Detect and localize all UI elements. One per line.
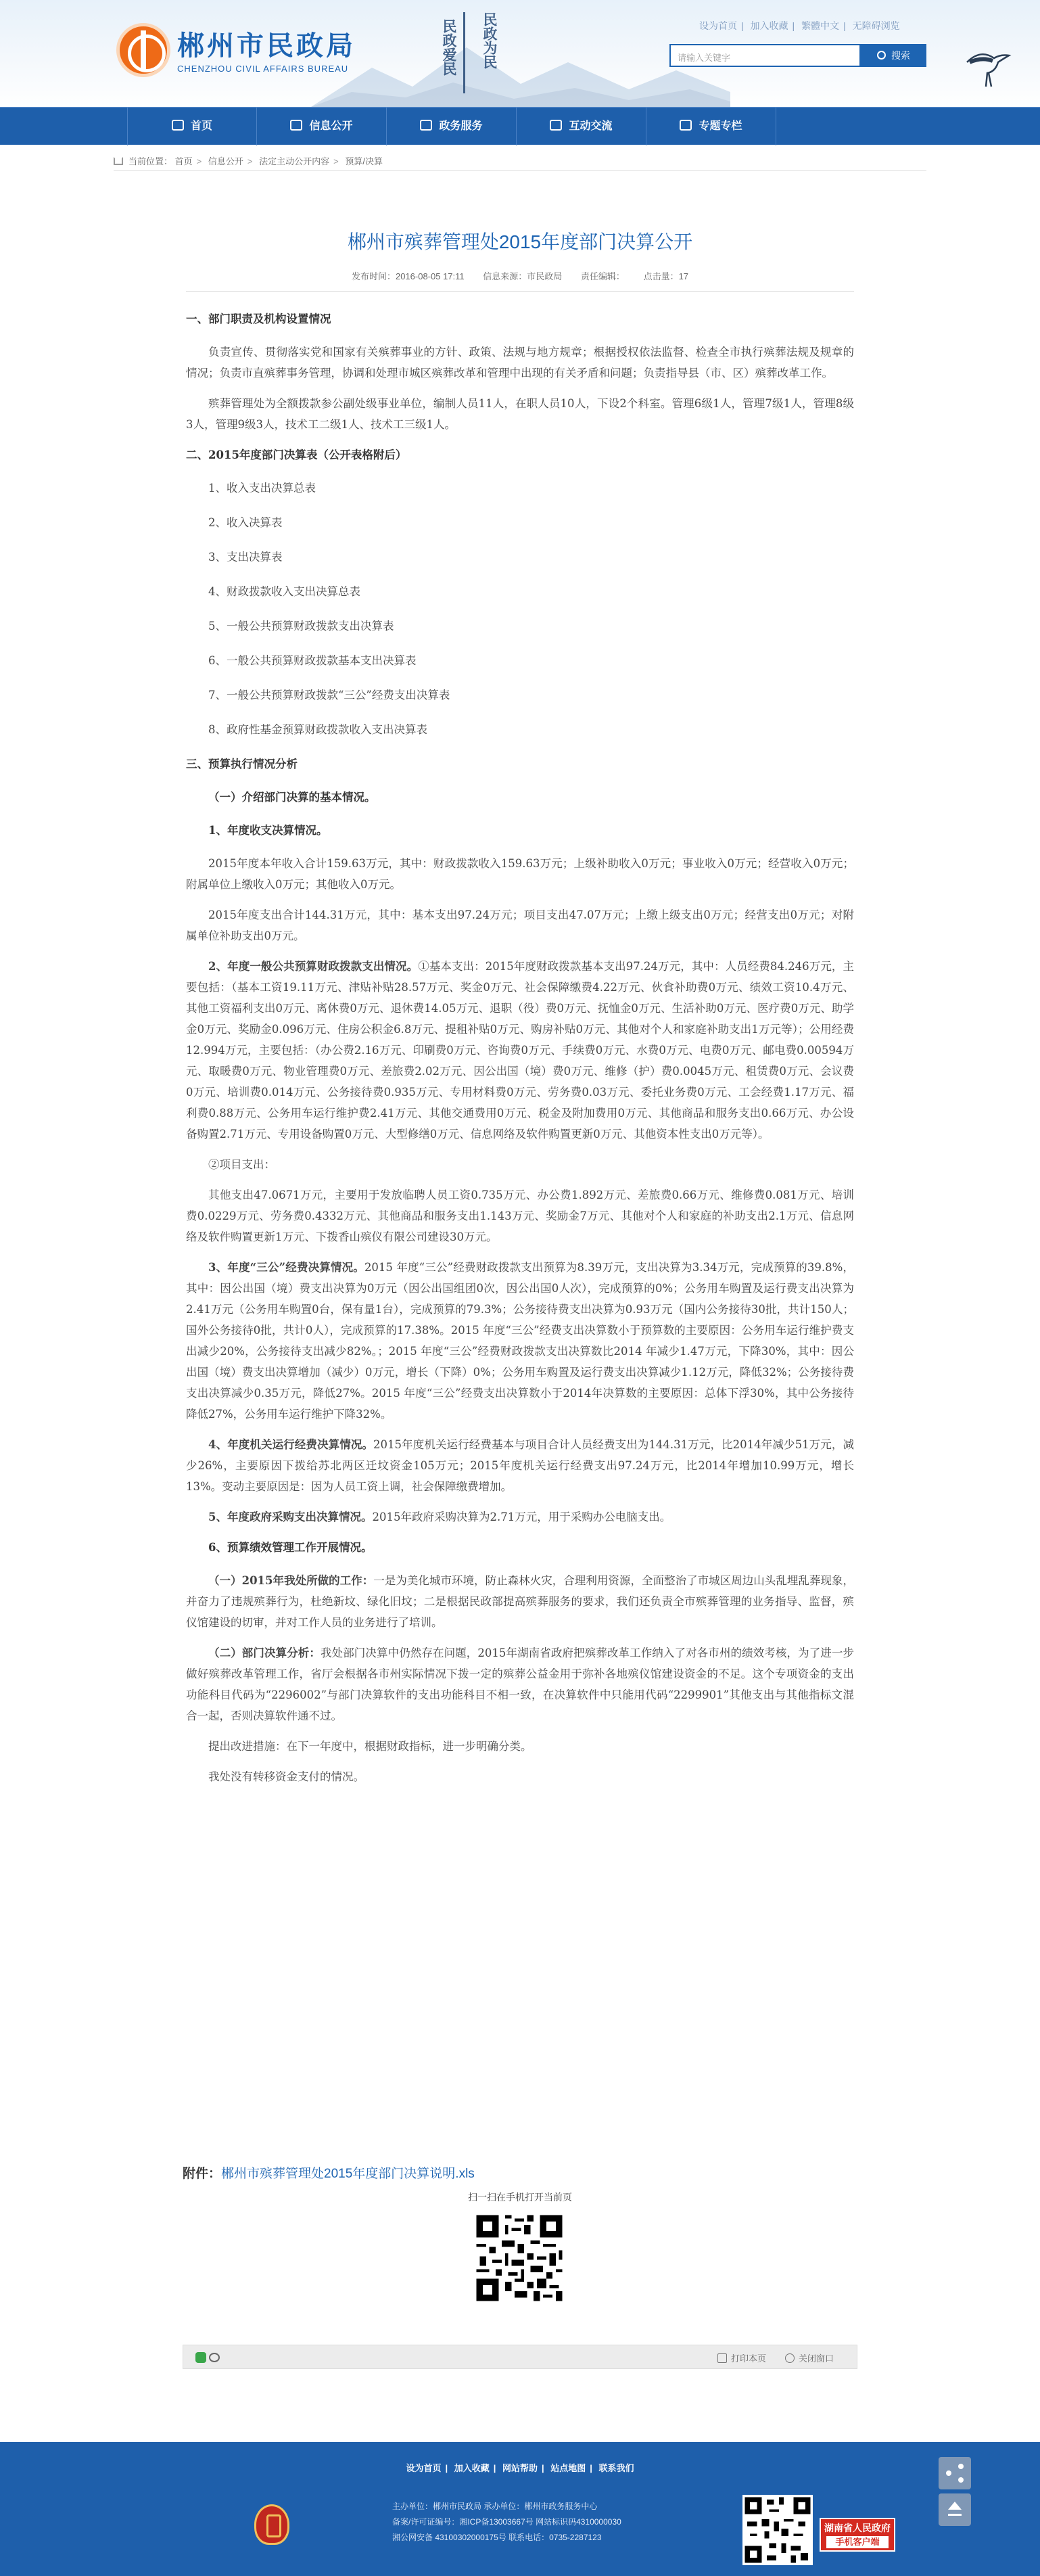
search-icon <box>877 51 886 60</box>
footer-link-sitemap[interactable]: 站点地图 <box>550 2463 586 2473</box>
wechat-share-icon[interactable] <box>195 2352 206 2363</box>
search-input[interactable]: 请输入关键字 <box>669 44 861 67</box>
page-toolbar <box>183 2345 857 2369</box>
gov-badge-bottom: 手机客户端 <box>826 2536 889 2548</box>
editor: 责任编辑： <box>580 271 625 281</box>
list-item: 2、收入决算表 <box>208 516 283 529</box>
paragraph: 2015年度支出合计144.31万元，其中：基本支出97.24万元；项目支出47.07万元；上缴上级支出0万元；经营支出0万元；对附属单位补助支出0万元。 <box>186 908 854 942</box>
divider <box>114 170 926 171</box>
article-title: 郴州市殡葬管理处2015年度部门决算公开 <box>347 231 693 252</box>
section-heading: 一、部门职责及机构设置情况 <box>186 313 331 325</box>
paragraph <box>186 1642 854 1726</box>
paragraph: ②项目支出： <box>208 1158 275 1171</box>
item-lead: （二）部门决算分析： <box>208 1647 321 1659</box>
item-lead: （一）2015年我处所做的工作： <box>208 1574 374 1587</box>
footer-link-help[interactable]: 网站帮助 <box>502 2463 538 2473</box>
paragraph: 提出改进措施：在下一年度中，根据财政指标，进一步明确分类。 <box>208 1740 532 1753</box>
footer-police: 湘公网安备 43100302000175号 联系电话：0735-2287123 <box>392 2533 602 2542</box>
item-text: 2015 年度“三公”经费财政拨款支出预算为8.39万元，支出决算为3.34万元，完成预算的39.8%，其中：因公出国（境）费支出决算为0万元（因公出国组团0次，因公出国0人次），完成预算的0%；公务用车购置及运行费支出决算为2.41万元（公务用车购置0台，保有量1台），完成预算的79.3%；公务接待费支出决算为0.93万元（国内公务接待30批，共计150人；国外公务接待0批，共计0人），完成预算的17.38%。2015 年度“三公”经费支出决算数小于预算数的主要原因：公务用车运行维护费支出减少20%，公务接待支出减少82%。；2015 年度“三公”经费财政拨款支出决算数比2014 年减少1.47万元，下降30%，其中：因公出国（境）费支出决算增加（减少）0万元，增长（下降）0%；公务用车购置及运行费支出决算减少1.12万元，降低32%；公务接待费支出决算减少0.35万元，降低27%。2015 年度“三公”经费支出决算数小于2014年决算数的主要原因：总体下浮30%，其中公务接待降低27%，公务用车运行维护下降32%。 <box>186 1261 855 1421</box>
paragraph <box>186 1506 854 1527</box>
share-float-button[interactable] <box>939 2457 971 2489</box>
mountain-landscape-decoration <box>311 27 730 107</box>
item-lead: 3、年度“三公”经费决算情况。 <box>208 1261 364 1274</box>
attachment-link[interactable]: 郴州市殡葬管理处2015年度部门决算说明.xls <box>221 2167 475 2181</box>
footer-qr-code <box>742 2495 813 2565</box>
top-link-accessibility[interactable]: 无障碍浏览 <box>852 20 900 31</box>
footer-links: 设为首页 | 加入收藏 | 网站帮助 | 站点地图 | 联系我们 <box>406 2463 634 2473</box>
list-item: 7、一般公共预算财政拨款“三公”经费支出决算表 <box>208 689 450 702</box>
footer-host: 主办单位：郴州市民政局 承办单位：郴州市政务服务中心 <box>392 2502 598 2511</box>
item-text: 2015年度机关运行经费基本与项目合计人员经费支出为144.31万元，比2014年减少51万元，减少26%，主要原因下拨给苏北两区迁坟资金105万元；2015年度机关运行经费支出97.24万元，比2014年增加10.99万元，增长13%。变动主要原因是：因为人员工资上调，社会保障缴费增加。 <box>186 1438 854 1493</box>
info-icon <box>290 120 302 131</box>
click-count: 点击量：17 <box>643 271 689 281</box>
item-heading: 6、预算绩效管理工作开展情况。 <box>208 1541 373 1554</box>
list-item: 4、财政拨款收入支出决算总表 <box>208 585 360 598</box>
slogan-left: 民政爱民 <box>441 19 456 76</box>
nav-item-label: 信息公开 <box>309 120 353 132</box>
breadcrumb-item-budget[interactable]: 预算/决算 <box>345 156 383 166</box>
qr-caption: 扫一扫在手机打开当前页 <box>468 2192 572 2203</box>
breadcrumb-item-home[interactable]: 首页 <box>174 156 193 166</box>
nav-item-label: 专题专栏 <box>699 120 742 132</box>
breadcrumb-item-legal[interactable]: 法定主动公开内容 <box>259 156 330 166</box>
nav-item-label: 首页 <box>190 120 212 132</box>
gov-badge-top: 湖南省人民政府 <box>824 2523 891 2533</box>
paragraph: 负责宣传、贯彻落实党和国家有关殡葬事业的方针、政策、法规与地方规章；根据授权依法监督、检查全市执行殡葬法规及规章的情况；负责市直殡葬事务管理，协调和处理市城区殡葬改革和管理中出现的有关矛盾和问题；负责指导县（市、区）殡葬改革工作。 <box>186 346 854 380</box>
search-button[interactable] <box>861 44 926 67</box>
section-heading: 二、2015年度部门决算表（公开表格附后） <box>186 448 407 461</box>
item-text: 一是为美化城市环境，防止森林火灾，合理利用资源，全面整治了市城区周边山头乱埋乱葬现象，并奋力了违规殡葬行为，杜绝新坟、绿化旧坟；二是根据民政部提高殡葬服务的要求，我们还负责全市殡葬管理的业务指导、监督，殡仪馆建设的切审，并对工作人员的业务进行了培训。 <box>186 1574 854 1629</box>
attachment-label: 附件： <box>183 2167 222 2181</box>
crane-decoration <box>960 42 1014 89</box>
nav-item-label: 政务服务 <box>439 120 483 132</box>
list-item: 8、政府性基金预算财政拨款收入支出决算表 <box>208 723 427 736</box>
nav-item-services[interactable] <box>387 108 517 145</box>
paragraph: 殡葬管理处为全额拨款参公副处级事业单位，编制人员11人，在职人员10人，下设2个科室。管理6级1人，管理7级1人，管理8级3人，管理9级3人，技术工二级1人、技术工三级1人。 <box>186 397 854 431</box>
breadcrumb-prefix: 当前位置： <box>128 156 173 166</box>
item-text: ①基本支出：2015年度财政拨款基本支出97.24万元，其中：人员经费84.246万元，主要包括：（基本工资19.11万元、津贴补贴28.57万元、奖金0万元、社会保障缴费4.22万元、伙食补助费0万元、绩效工资10.4万元、其他工资福利支出0万元、离休费0万元、退休费14.05万元、退职（役）费0万元、抚恤金0万元、生活补助0万元、医疗费0万元、助学金0万元、奖励金0.096万元、住房公积金6.8万元、提租补贴0万元、购房补贴0万元、其他对个人和家庭补助支出1万元等）；公用经费12.994万元，主要包括：（办公费2.16万元、印刷费0万元、咨询费0万元、手续费0万元、水费0万元、电费0万元、邮电费0.00594万元、取暖费0万元、物业管理费0万元、差旅费2.02万元、因公出国（境）费0万元、维修（护）费0.0045万元、租赁费0万元、会议费0万元、培训费0.014万元、公务接待费0.935万元、专用材料费0万元、劳务费0.03万元、委托业务费0万元、工会经费1.17万元、福利费0.88万元、公务用车运行维护费2.41万元、其他交通费用0万元、税金及附加费用0万元、其他商品和服务支出0.66万元、办公设备购置2.71万元、专用设备购置0万元、大型修缮0万元、信息网络及软件购置更新0万元、其他资本性支出0万元等）。 <box>186 960 855 1141</box>
item-lead: 2、年度一般公共预算财政拨款支出情况。 <box>208 960 419 973</box>
home-icon <box>172 120 184 131</box>
item-text: 我处部门决算中仍然存在问题，2015年湖南省政府把殡葬改革工作纳入了对各市州的绩效考核，为了进一步做好殡葬改革管理工作，省厅会根据各市州实际情况下拨一定的殡葬公益金用于弥补各地殡仪馆建设资金的不足。这个专项资金的支出功能科目代码为“2296002”与部门决算软件的支出功能科目不相一致，在决算软件中只能用代码“2299901”其他支出与其他指标文混合一起，否则决算软件通不过。 <box>186 1647 854 1722</box>
paragraph <box>186 956 854 1145</box>
article-meta <box>183 269 857 282</box>
divider <box>186 291 854 292</box>
list-item: 1、收入支出决算总表 <box>208 482 316 495</box>
list-item: 3、支出决算表 <box>208 551 283 564</box>
footer-link-homepage[interactable]: 设为首页 <box>406 2463 442 2473</box>
list-item: 6、一般公共预算财政拨款基本支出决算表 <box>208 654 417 667</box>
site-name[interactable]: 郴州市民政局 <box>177 31 356 61</box>
print-icon <box>717 2353 727 2363</box>
chat-icon <box>550 120 562 131</box>
paragraph <box>186 1570 854 1633</box>
nav-item-home[interactable] <box>127 108 257 145</box>
footer-icp: 备案/许可证编号：湘ICP备13003667号 网站标识码4310000030 <box>392 2517 621 2527</box>
nav-item-topics[interactable] <box>646 108 776 145</box>
nav-item-interaction[interactable] <box>517 108 646 145</box>
party-gov-emblem[interactable] <box>254 2504 289 2545</box>
top-link-homepage[interactable]: 设为首页 <box>699 20 737 31</box>
print-button[interactable] <box>717 2351 766 2364</box>
share-icon <box>958 2464 964 2469</box>
top-link-traditional[interactable]: 繁體中文 <box>801 20 840 31</box>
list-item: 5、一般公共预算财政拨款支出决算表 <box>208 620 394 632</box>
bureau-logo[interactable] <box>116 23 170 77</box>
print-label: 打印本页 <box>731 2353 767 2364</box>
edit-icon <box>420 120 432 131</box>
item-text: 2015年政府采购决算为2.71万元，用于采购办公电脑支出。 <box>372 1511 671 1523</box>
search-button-label: 搜索 <box>891 50 910 61</box>
footer-link-contact[interactable]: 联系我们 <box>598 2463 634 2473</box>
layers-icon <box>680 120 692 131</box>
section-heading: 三、预算执行情况分析 <box>186 758 298 770</box>
footer-link-favorite[interactable]: 加入收藏 <box>454 2463 490 2473</box>
paragraph: 我处没有转移资金支付的情况。 <box>208 1770 364 1783</box>
item-lead: 4、年度机关运行经费决算情况。 <box>208 1438 374 1451</box>
nav-item-label: 互动交流 <box>569 120 613 132</box>
breadcrumb-item-info[interactable]: 信息公开 <box>208 156 243 166</box>
qr-code <box>473 2212 565 2304</box>
main-nav <box>0 107 1040 145</box>
top-link-favorite[interactable]: 加入收藏 <box>750 20 788 31</box>
attachment <box>183 2163 475 2182</box>
breadcrumb: 当前位置： 首页 > 信息公开 > 法定主动公开内容 > 预算/决算 <box>114 154 383 167</box>
paragraph <box>186 1434 854 1497</box>
item-lead: 5、年度政府采购支出决算情况。 <box>208 1511 373 1523</box>
nav-item-info[interactable] <box>257 108 387 145</box>
site-footer <box>0 2442 1040 2576</box>
item-heading: 1、年度收支决算情况。 <box>208 824 328 837</box>
site-header <box>0 0 1040 107</box>
gov-app-badge[interactable] <box>820 2518 895 2552</box>
top-links: 设为首页 | 加入收藏 | 繁體中文 | 无障碍浏览 <box>699 20 900 31</box>
weibo-share-icon[interactable] <box>209 2353 220 2362</box>
info-source: 信息来源：市民政局 <box>483 271 563 281</box>
close-window-button[interactable] <box>785 2351 834 2364</box>
footer-info <box>392 2499 703 2546</box>
paragraph <box>186 1257 854 1425</box>
arrow-up-icon <box>948 2502 962 2510</box>
site-name-en: CHENZHOU CIVIL AFFAIRS BUREAU <box>177 64 349 74</box>
subsection-heading: （一）介绍部门决算的基本情况。 <box>208 791 376 804</box>
home-icon <box>114 157 123 165</box>
article-body <box>186 308 854 1797</box>
paragraph: 其他支出47.0671万元，主要用于发放临聘人员工资0.735万元、办公费1.892万元、差旅费0.66万元、维修费0.081万元、培训费0.0229万元、劳务费0.4332万元、其他商品和服务支出1.143万元、奖励金7万元、其他对个人和家庭的补助支出2.1万元、信息网络及软件购置更新1万元、下拨香山殡仪有限公司建设30万元。 <box>186 1189 854 1243</box>
close-label: 关闭窗口 <box>799 2353 834 2364</box>
slogan-right: 民政为民 <box>463 12 498 93</box>
close-icon <box>785 2353 795 2363</box>
back-to-top-button[interactable] <box>939 2493 971 2526</box>
publish-time: 发布时间：2016-08-05 17:11 <box>351 271 465 281</box>
paragraph: 2015年度本年收入合计159.63万元，其中：财政拨款收入159.63万元；上级补助收入0万元；事业收入0万元；经营收入0万元；附属单位上缴收入0万元；其他收入0万元。 <box>186 857 854 891</box>
